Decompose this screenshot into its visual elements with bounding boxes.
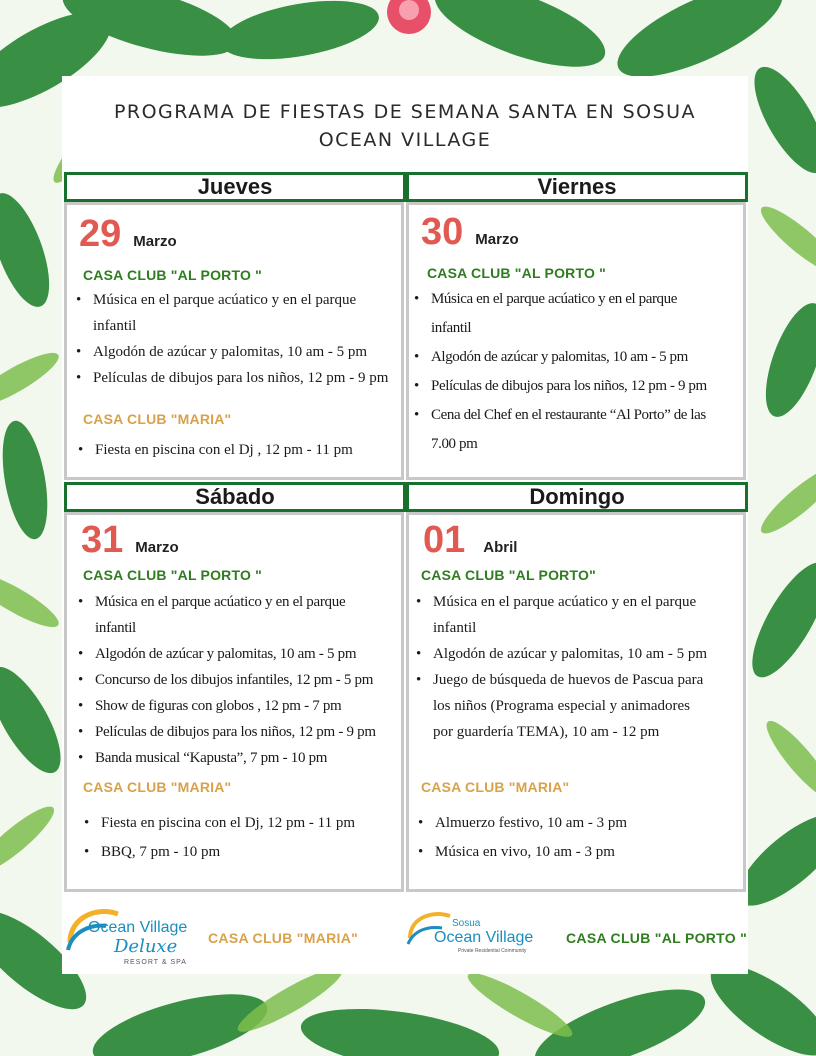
day-cell-sabado — [64, 512, 404, 892]
logo-line-2: Ocean Village — [434, 929, 534, 946]
list-item: • Películas de dibujos para los niños, 12 pm - 9 pm — [93, 365, 388, 391]
list-item: • Show de figuras con globos , 12 pm - 7 pm — [95, 693, 376, 719]
day-header-domingo: Domingo — [406, 482, 748, 512]
club-heading: CASA CLUB "AL PORTO " — [83, 567, 263, 583]
list-item: • Fiesta en piscina con el Dj, 12 pm - 11 pm — [101, 809, 355, 838]
list-item: • Música en el parque acúatico y en el parque — [93, 287, 388, 313]
day-cell-jueves — [64, 202, 404, 480]
date-month: Marzo — [135, 539, 179, 556]
page-title — [62, 98, 748, 154]
date — [423, 519, 517, 562]
date-month: Marzo — [133, 233, 177, 250]
event-list — [415, 809, 627, 867]
day-cell-domingo — [406, 512, 746, 892]
event-list — [81, 809, 355, 867]
club-heading: CASA CLUB "AL PORTO" — [421, 567, 596, 583]
event-list — [75, 589, 376, 771]
event-list — [411, 285, 707, 459]
list-item: • Películas de dibujos para los niños, 12 pm - 9 pm — [431, 372, 707, 401]
list-item: • Música en vivo, 10 am - 3 pm — [435, 838, 627, 867]
event-list — [75, 437, 353, 463]
date-month: Marzo — [475, 231, 519, 248]
list-item: • Juego de búsqueda de huevos de Pascua para — [433, 667, 707, 693]
footer-club-al-porto: CASA CLUB "AL PORTO " — [566, 930, 748, 946]
list-item: • Películas de dibujos para los niños, 12 pm - 9 pm — [95, 719, 376, 745]
list-item: • BBQ, 7 pm - 10 pm — [101, 838, 355, 867]
club-heading: CASA CLUB "MARIA" — [421, 779, 570, 795]
date-number: 30 — [421, 211, 464, 253]
logo-line-3: Private Residential Community — [458, 948, 527, 954]
list-item: por guardería TEMA), 10 am - 12 pm — [433, 724, 660, 740]
list-item: • Música en el parque acúatico y en el parque — [95, 589, 376, 615]
list-item: • Música en el parque acúatico y en el parque — [431, 285, 707, 314]
footer-club-maria: CASA CLUB "MARIA" — [208, 930, 359, 946]
list-item: • Fiesta en piscina con el Dj , 12 pm - 11 pm — [95, 437, 353, 463]
logo-line-2: Deluxe — [114, 936, 178, 957]
sosua-ocean-village-logo — [406, 908, 556, 960]
list-item: 7.00 pm — [431, 436, 478, 452]
list-item: • Algodón de azúcar y palomitas, 10 am - 5 pm — [95, 641, 376, 667]
logo-line-1: Sosua — [452, 918, 481, 929]
list-item: • Algodón de azúcar y palomitas, 10 am - 5 pm — [431, 343, 707, 372]
logo-line-1: Ocean Village — [88, 919, 188, 936]
date — [79, 213, 177, 256]
logo-line-3: RESORT & SPA — [124, 959, 187, 966]
title-line-2: OCEAN VILLAGE — [318, 129, 492, 151]
ocean-village-deluxe-logo — [66, 902, 206, 968]
date — [421, 211, 519, 254]
day-header-viernes: Viernes — [406, 172, 748, 202]
list-item: • Almuerzo festivo, 10 am - 3 pm — [435, 809, 627, 838]
list-item: infantil — [95, 620, 136, 636]
list-item: • Cena del Chef en el restaurante “Al Porto” de las — [431, 401, 707, 430]
date-number: 29 — [79, 213, 122, 255]
club-heading: CASA CLUB "MARIA" — [83, 411, 232, 427]
list-item: los niños (Programa especial y animadores — [433, 698, 691, 714]
title-line-1: PROGRAMA DE FIESTAS DE SEMANA SANTA EN SOSUA — [113, 101, 697, 123]
list-item: • Banda musical “Kapusta”, 7 pm - 10 pm — [95, 745, 376, 771]
list-item: • Algodón de azúcar y palomitas, 10 am - 5 pm — [93, 339, 388, 365]
list-item: • Concurso de los dibujos infantiles, 12 pm - 5 pm — [95, 667, 376, 693]
date-number: 31 — [81, 519, 124, 561]
club-heading: CASA CLUB "AL PORTO " — [83, 267, 263, 283]
program-panel — [62, 76, 748, 974]
list-item: • Música en el parque acúatico y en el parque — [433, 589, 707, 615]
day-cell-viernes — [406, 202, 746, 480]
day-header-jueves: Jueves — [64, 172, 406, 202]
list-item: • Algodón de azúcar y palomitas, 10 am - 5 pm — [433, 641, 707, 667]
club-heading: CASA CLUB "MARIA" — [83, 779, 232, 795]
date-number: 01 — [423, 519, 466, 561]
list-item: infantil — [433, 620, 477, 636]
date-month: Abril — [483, 539, 518, 556]
event-list — [413, 589, 707, 745]
list-item: infantil — [431, 320, 472, 336]
day-header-sabado: Sábado — [64, 482, 406, 512]
date — [81, 519, 179, 562]
club-heading: CASA CLUB "AL PORTO " — [427, 265, 607, 281]
list-item: infantil — [93, 318, 137, 334]
event-list — [73, 287, 388, 391]
